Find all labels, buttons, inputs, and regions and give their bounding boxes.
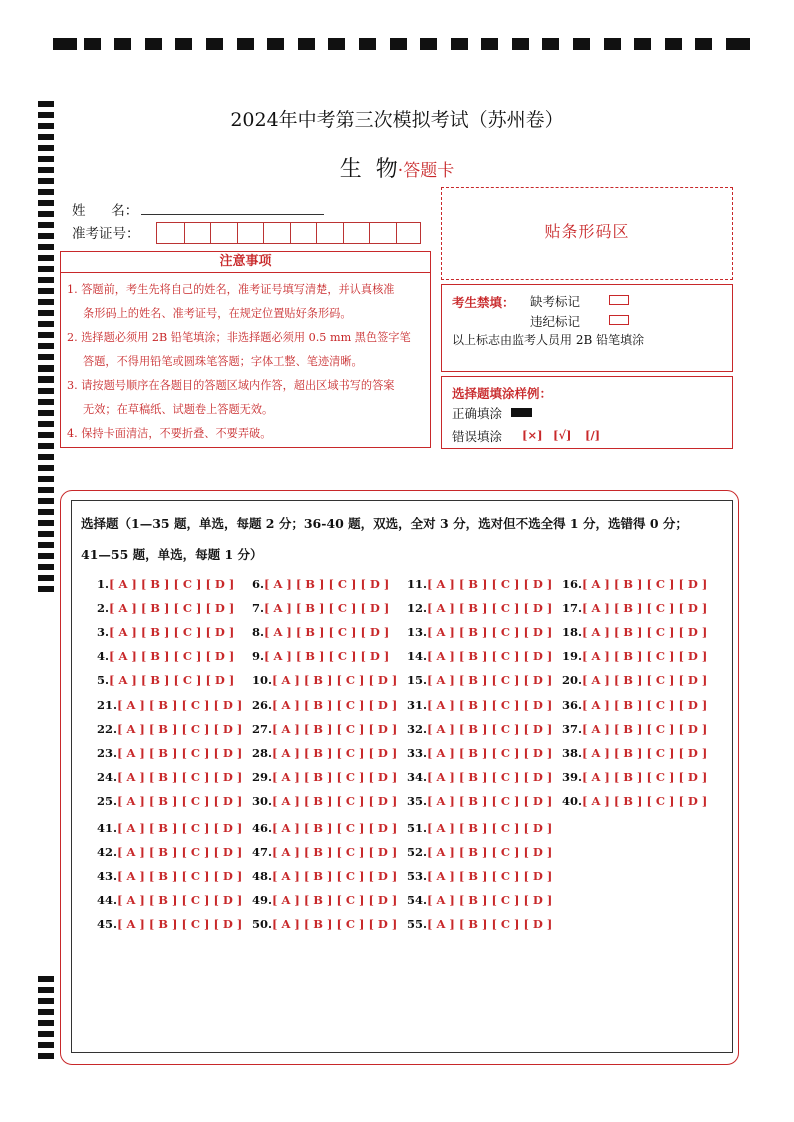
absent-mark-box[interactable] (609, 295, 629, 305)
question-row[interactable] (562, 722, 707, 736)
timing-mark (38, 976, 54, 982)
answer-options[interactable]: [ A ] [ B ] [ C ] [ D ] (109, 577, 235, 591)
timing-mark (38, 189, 54, 195)
violation-label: 违纪标记 (530, 314, 581, 329)
question-row[interactable] (252, 770, 397, 784)
question-number: 9. (252, 649, 265, 663)
question-row[interactable] (562, 649, 707, 663)
timing-mark (38, 410, 54, 416)
forbidden-note: 以上标志由监考人员用 2B 铅笔填涂 (452, 333, 645, 347)
question-number: 13. (407, 625, 428, 639)
answer-options[interactable]: [ A ] [ B ] [ C ] [ D ] (272, 845, 398, 859)
question-number: 40. (562, 794, 583, 808)
timing-mark (38, 366, 54, 372)
question-row[interactable] (252, 601, 389, 615)
answer-sheet-label: ·答题卡 (397, 161, 455, 181)
question-number: 48. (252, 869, 273, 883)
question-row[interactable] (407, 869, 552, 883)
question-number: 28. (252, 746, 273, 760)
question-row[interactable] (407, 746, 552, 760)
question-number: 49. (252, 893, 273, 907)
timing-mark (38, 1053, 54, 1059)
timing-mark (38, 1042, 54, 1048)
choice-instruction: 选择题（1—35 题，单选，每题 2 分；36-40 题，双选，全对 3 分，选对但不选全得 1 分，选错得 0 分； (81, 516, 688, 531)
question-row[interactable] (97, 722, 242, 736)
question-number: 6. (252, 577, 265, 591)
timing-mark (38, 498, 54, 504)
question-number: 47. (252, 845, 273, 859)
question-row[interactable] (562, 625, 707, 639)
candidate-id-boxes[interactable] (156, 222, 421, 244)
timing-mark (38, 332, 54, 338)
wrong-mark-x: [×] (522, 428, 543, 442)
timing-mark (38, 1020, 54, 1026)
question-number: 51. (407, 821, 428, 835)
question-row[interactable] (97, 698, 242, 712)
question-row[interactable] (97, 673, 234, 687)
timing-mark (145, 38, 162, 50)
question-number: 18. (562, 625, 583, 639)
timing-mark (38, 255, 54, 261)
absent-label: 缺考标记 (530, 294, 581, 309)
answer-options[interactable]: [ A ] [ B ] [ C ] [ D ] (117, 698, 243, 712)
answer-options[interactable]: [ A ] [ B ] [ C ] [ D ] (272, 794, 398, 808)
answer-options[interactable]: [ A ] [ B ] [ C ] [ D ] (264, 625, 390, 639)
question-number: 32. (407, 722, 428, 736)
timing-mark (38, 288, 54, 294)
question-number: 19. (562, 649, 583, 663)
timing-mark (206, 38, 223, 50)
question-number: 26. (252, 698, 273, 712)
notice-heading: 注意事项 (60, 251, 431, 273)
question-number: 45. (97, 917, 118, 931)
answer-options[interactable]: [ A ] [ B ] [ C ] [ D ] (109, 625, 235, 639)
question-number: 35. (407, 794, 428, 808)
forbidden-label: 考生禁填： (452, 295, 515, 310)
question-row[interactable] (97, 821, 242, 835)
question-row[interactable] (252, 746, 397, 760)
question-row[interactable] (97, 770, 242, 784)
timing-mark (38, 244, 54, 250)
question-number: 16. (562, 577, 583, 591)
answer-options[interactable]: [ A ] [ B ] [ C ] [ D ] (427, 601, 553, 615)
answer-options[interactable]: [ A ] [ B ] [ C ] [ D ] (427, 649, 553, 663)
timing-mark (38, 487, 54, 493)
question-row[interactable] (562, 746, 707, 760)
question-row[interactable] (562, 577, 707, 591)
correct-fill-sample (511, 408, 532, 417)
answer-options[interactable]: [ A ] [ B ] [ C ] [ D ] (272, 770, 398, 784)
question-number: 5. (97, 673, 110, 687)
timing-mark (542, 38, 559, 50)
answer-options[interactable]: [ A ] [ B ] [ C ] [ D ] (117, 869, 243, 883)
timing-mark (38, 343, 54, 349)
exam-title: 2024年中考第三次模拟考试（苏州卷） (230, 109, 564, 131)
question-row[interactable] (252, 577, 389, 591)
answer-options[interactable]: [ A ] [ B ] [ C ] [ D ] (427, 577, 553, 591)
question-number: 29. (252, 770, 273, 784)
question-row[interactable] (562, 601, 707, 615)
question-row[interactable] (252, 794, 397, 808)
question-number: 10. (252, 673, 273, 687)
id-digit-divider (184, 223, 185, 243)
timing-mark (420, 38, 437, 50)
timing-mark (84, 38, 101, 50)
notice-line: 1. 答题前，考生先将自己的姓名，准考证号填写清楚，并认真核准 (67, 283, 395, 296)
id-digit-divider (237, 223, 238, 243)
timing-mark (38, 1009, 54, 1015)
timing-mark (38, 520, 54, 526)
timing-mark (237, 38, 254, 50)
answer-options[interactable]: [ A ] [ B ] [ C ] [ D ] (427, 625, 553, 639)
timing-mark (38, 233, 54, 239)
timing-mark (38, 531, 54, 537)
question-row[interactable] (407, 770, 552, 784)
question-number: 27. (252, 722, 273, 736)
answer-options[interactable]: [ A ] [ B ] [ C ] [ D ] (117, 917, 243, 931)
sample-heading: 选择题填涂样例： (452, 386, 553, 401)
timing-mark (38, 222, 54, 228)
wrong-label: 错误填涂 (452, 429, 503, 444)
answer-options[interactable]: [ A ] [ B ] [ C ] [ D ] (427, 722, 553, 736)
question-number: 43. (97, 869, 118, 883)
answer-options[interactable]: [ A ] [ B ] [ C ] [ D ] (427, 917, 553, 931)
answer-options[interactable]: [ A ] [ B ] [ C ] [ D ] (272, 869, 398, 883)
question-row[interactable] (97, 746, 242, 760)
timing-mark (38, 564, 54, 570)
barcode-area: 贴条形码区 (441, 187, 733, 280)
timing-mark (38, 421, 54, 427)
answer-options[interactable]: [ A ] [ B ] [ C ] [ D ] (582, 698, 708, 712)
timing-mark (38, 388, 54, 394)
question-number: 34. (407, 770, 428, 784)
timing-mark (298, 38, 315, 50)
question-number: 42. (97, 845, 118, 859)
timing-mark (38, 299, 54, 305)
timing-mark (38, 211, 54, 217)
timing-mark (38, 553, 54, 559)
timing-mark (695, 38, 712, 50)
subject-title (0, 152, 794, 183)
answer-options[interactable]: [ A ] [ B ] [ C ] [ D ] (427, 698, 553, 712)
correct-label: 正确填涂 (452, 406, 503, 421)
answer-options[interactable]: [ A ] [ B ] [ C ] [ D ] (109, 673, 235, 687)
answer-options[interactable]: [ A ] [ B ] [ C ] [ D ] (582, 625, 708, 639)
question-number: 4. (97, 649, 110, 663)
answer-options[interactable]: [ A ] [ B ] [ C ] [ D ] (427, 845, 553, 859)
answer-options[interactable]: [ A ] [ B ] [ C ] [ D ] (117, 845, 243, 859)
question-number: 41. (97, 821, 118, 835)
timing-mark (38, 443, 54, 449)
timing-mark (38, 575, 54, 581)
question-row[interactable] (252, 917, 397, 931)
timing-mark (481, 38, 498, 50)
notice-line: 答题，不得用铅笔或圆珠笔答题；字体工整、笔迹清晰。 (83, 355, 363, 368)
question-row[interactable] (97, 601, 234, 615)
timing-mark (38, 586, 54, 592)
timing-mark (38, 542, 54, 548)
question-number: 38. (562, 746, 583, 760)
question-row[interactable] (252, 649, 389, 663)
timing-mark (114, 38, 131, 50)
timing-mark (604, 38, 621, 50)
wrong-mark-check: [√] (553, 428, 572, 442)
question-row[interactable] (97, 649, 234, 663)
timing-mark (38, 476, 54, 482)
question-row[interactable] (407, 821, 552, 835)
timing-mark (38, 454, 54, 460)
question-number: 1. (97, 577, 110, 591)
answer-options[interactable]: [ A ] [ B ] [ C ] [ D ] (582, 794, 708, 808)
question-number: 33. (407, 746, 428, 760)
name-label: 姓 名： (72, 203, 139, 219)
question-row[interactable] (97, 917, 242, 931)
id-digit-divider (290, 223, 291, 243)
timing-mark (38, 354, 54, 360)
question-row[interactable] (407, 577, 552, 591)
timing-mark (38, 509, 54, 515)
answer-options[interactable]: [ A ] [ B ] [ C ] [ D ] (427, 794, 553, 808)
question-row[interactable] (407, 845, 552, 859)
answer-options[interactable]: [ A ] [ B ] [ C ] [ D ] (272, 821, 398, 835)
question-row[interactable] (252, 722, 397, 736)
question-row[interactable] (562, 770, 707, 784)
question-number: 8. (252, 625, 265, 639)
timing-mark (38, 987, 54, 993)
timing-mark (38, 399, 54, 405)
question-row[interactable] (562, 794, 707, 808)
question-number: 53. (407, 869, 428, 883)
timing-mark (53, 38, 77, 50)
question-row[interactable] (252, 821, 397, 835)
question-number: 52. (407, 845, 428, 859)
question-row[interactable] (407, 794, 552, 808)
answer-options[interactable]: [ A ] [ B ] [ C ] [ D ] (272, 746, 398, 760)
question-row[interactable] (562, 698, 707, 712)
answer-options[interactable]: [ A ] [ B ] [ C ] [ D ] (272, 722, 398, 736)
question-number: 23. (97, 746, 118, 760)
answer-options[interactable]: [ A ] [ B ] [ C ] [ D ] (117, 746, 243, 760)
question-number: 21. (97, 698, 118, 712)
question-number: 37. (562, 722, 583, 736)
answer-options[interactable]: [ A ] [ B ] [ C ] [ D ] (582, 746, 708, 760)
timing-mark (38, 1031, 54, 1037)
timing-mark (726, 38, 750, 50)
question-row[interactable] (252, 869, 397, 883)
question-number: 55. (407, 917, 428, 931)
question-row[interactable] (97, 794, 242, 808)
id-digit-divider (263, 223, 264, 243)
question-row[interactable] (407, 917, 552, 931)
choice-instruction-2: 41—55 题，单选，每题 1 分） (81, 547, 263, 562)
question-number: 14. (407, 649, 428, 663)
question-number: 15. (407, 673, 428, 687)
timing-mark (38, 200, 54, 206)
timing-mark (38, 998, 54, 1004)
question-row[interactable] (407, 601, 552, 615)
timing-mark (267, 38, 284, 50)
question-row[interactable] (252, 893, 397, 907)
answer-options[interactable]: [ A ] [ B ] [ C ] [ D ] (272, 698, 398, 712)
answer-options[interactable]: [ A ] [ B ] [ C ] [ D ] (264, 577, 390, 591)
id-digit-divider (210, 223, 211, 243)
timing-mark (38, 145, 54, 151)
answer-options[interactable]: [ A ] [ B ] [ C ] [ D ] (117, 821, 243, 835)
timing-mark (38, 321, 54, 327)
answer-options[interactable]: [ A ] [ B ] [ C ] [ D ] (272, 673, 398, 687)
answer-options[interactable]: [ A ] [ B ] [ C ] [ D ] (117, 893, 243, 907)
timing-mark (665, 38, 682, 50)
notice-box (60, 273, 431, 448)
answer-options[interactable]: [ A ] [ B ] [ C ] [ D ] (427, 893, 553, 907)
timing-mark (328, 38, 345, 50)
question-number: 44. (97, 893, 118, 907)
notice-line: 2. 选择题必须用 2B 铅笔填涂；非选择题必须用 0.5 mm 黑色签字笔 (67, 331, 411, 344)
answer-options[interactable]: [ A ] [ B ] [ C ] [ D ] (582, 649, 708, 663)
answer-options[interactable]: [ A ] [ B ] [ C ] [ D ] (117, 722, 243, 736)
name-field[interactable] (141, 214, 324, 215)
question-number: 54. (407, 893, 428, 907)
question-number: 36. (562, 698, 583, 712)
answer-options[interactable]: [ A ] [ B ] [ C ] [ D ] (109, 601, 235, 615)
question-row[interactable] (97, 845, 242, 859)
notice-line: 4. 保持卡面清洁，不要折叠、不要弄破。 (67, 427, 272, 440)
violation-mark-box[interactable] (609, 315, 629, 325)
timing-mark (38, 134, 54, 140)
question-row[interactable] (252, 625, 389, 639)
question-number: 31. (407, 698, 428, 712)
id-digit-divider (343, 223, 344, 243)
timing-mark (634, 38, 651, 50)
id-digit-divider (396, 223, 397, 243)
question-number: 12. (407, 601, 428, 615)
question-number: 7. (252, 601, 265, 615)
answer-options[interactable]: [ A ] [ B ] [ C ] [ D ] (427, 821, 553, 835)
question-number: 24. (97, 770, 118, 784)
answer-options[interactable]: [ A ] [ B ] [ C ] [ D ] (582, 770, 708, 784)
timing-mark (38, 266, 54, 272)
question-number: 25. (97, 794, 118, 808)
sample-box (441, 376, 733, 449)
question-number: 17. (562, 601, 583, 615)
notice-line: 无效；在草稿纸、试题卷上答题无效。 (83, 403, 274, 416)
timing-mark (38, 465, 54, 471)
answer-options[interactable]: [ A ] [ B ] [ C ] [ D ] (582, 601, 708, 615)
question-row[interactable] (407, 722, 552, 736)
answer-options[interactable]: [ A ] [ B ] [ C ] [ D ] (272, 893, 398, 907)
question-number: 39. (562, 770, 583, 784)
answer-options[interactable]: [ A ] [ B ] [ C ] [ D ] (264, 649, 390, 663)
question-number: 30. (252, 794, 273, 808)
question-number: 20. (562, 673, 583, 687)
question-row[interactable] (407, 893, 552, 907)
timing-mark (359, 38, 376, 50)
timing-mark (451, 38, 468, 50)
answer-options[interactable]: [ A ] [ B ] [ C ] [ D ] (109, 649, 235, 663)
timing-mark (38, 432, 54, 438)
answer-options[interactable]: [ A ] [ B ] [ C ] [ D ] (427, 746, 553, 760)
answer-options[interactable]: [ A ] [ B ] [ C ] [ D ] (427, 869, 553, 883)
question-row[interactable] (252, 673, 397, 687)
answer-options[interactable]: [ A ] [ B ] [ C ] [ D ] (427, 770, 553, 784)
notice-line: 3. 请按题号顺序在各题目的答题区域内作答，超出区域书写的答案 (67, 379, 395, 392)
id-label: 准考证号： (72, 226, 140, 242)
id-digit-divider (369, 223, 370, 243)
answer-options[interactable]: [ A ] [ B ] [ C ] [ D ] (117, 794, 243, 808)
question-number: 22. (97, 722, 118, 736)
question-row[interactable] (407, 673, 552, 687)
question-row[interactable] (97, 893, 242, 907)
id-digit-divider (316, 223, 317, 243)
question-row[interactable] (407, 698, 552, 712)
answer-options[interactable]: [ A ] [ B ] [ C ] [ D ] (272, 917, 398, 931)
question-number: 46. (252, 821, 273, 835)
question-row[interactable] (252, 845, 397, 859)
timing-mark (390, 38, 407, 50)
top-timing-marks (53, 38, 748, 52)
subject-name: 生 物 (339, 157, 398, 182)
timing-mark (512, 38, 529, 50)
question-row[interactable] (97, 577, 234, 591)
timing-mark (38, 310, 54, 316)
question-number: 2. (97, 601, 110, 615)
answer-options[interactable]: [ A ] [ B ] [ C ] [ D ] (427, 673, 553, 687)
answer-options[interactable]: [ A ] [ B ] [ C ] [ D ] (582, 577, 708, 591)
question-number: 3. (97, 625, 110, 639)
question-row[interactable] (252, 698, 397, 712)
question-row[interactable] (97, 869, 242, 883)
answer-options[interactable]: [ A ] [ B ] [ C ] [ D ] (582, 722, 708, 736)
timing-mark (175, 38, 192, 50)
timing-mark (38, 277, 54, 283)
question-row[interactable] (407, 649, 552, 663)
question-row[interactable] (562, 673, 707, 687)
question-number: 11. (407, 577, 428, 591)
wrong-mark-slash: [/] (585, 428, 601, 442)
notice-line: 条形码上的姓名、准考证号，在规定位置贴好条形码。 (83, 307, 352, 320)
answer-options[interactable]: [ A ] [ B ] [ C ] [ D ] (117, 770, 243, 784)
timing-mark (573, 38, 590, 50)
question-row[interactable] (407, 625, 552, 639)
timing-mark (38, 377, 54, 383)
question-row[interactable] (97, 625, 234, 639)
forbidden-box (441, 284, 733, 372)
question-number: 50. (252, 917, 273, 931)
answer-options[interactable]: [ A ] [ B ] [ C ] [ D ] (582, 673, 708, 687)
answer-options[interactable]: [ A ] [ B ] [ C ] [ D ] (264, 601, 390, 615)
